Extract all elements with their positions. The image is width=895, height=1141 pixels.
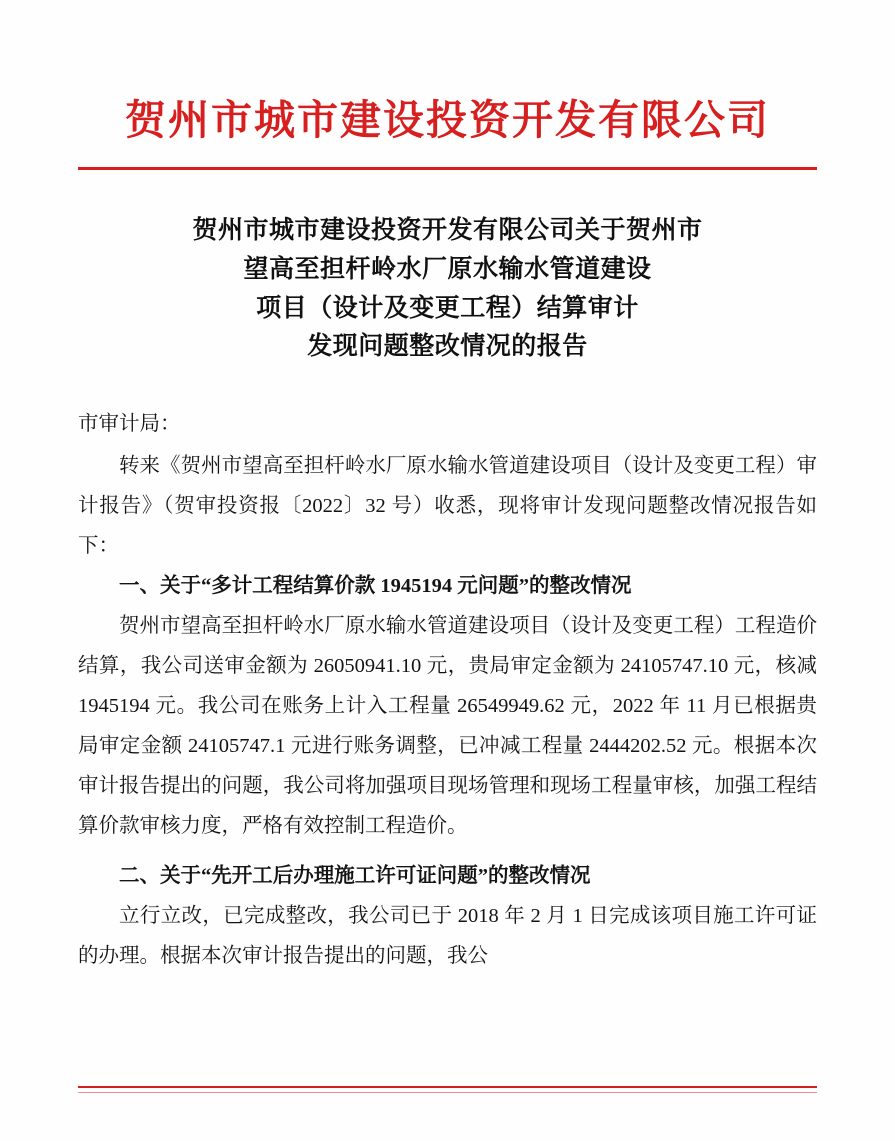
section-heading-one: 一、关于“多计工程结算价款 1945194 元问题”的整改情况 — [119, 575, 632, 598]
footer-rule-thick — [78, 1086, 817, 1088]
title-line-4: 发现问题整改情况的报告 — [307, 333, 588, 361]
title-line-3: 项目（设计及变更工程）结算审计 — [256, 294, 639, 322]
company-name: 贺州市城市建设投资开发有限公司 — [125, 97, 770, 143]
paragraph-section-one-body: 贺州市望高至担杆岭水厂原水输水管道建设项目（设计及变更工程）工程造价结算，我公司送审金额为 26050941.10 元，贵局审定金额为 24105747.10 元，核减 1945194 元。我公司在账务上计入工程量 26549949.62 元，2022 年 11 月已根据贵局审定金额 24105747.1 元进行账务调整，已冲减工程量 2444202.52 元。根据本次审计报告提出的问题，我公司将加强项目现场管理和现场工程量审核，加强工程结算价款审核力度，严格有效控制工程造价。 — [78, 615, 817, 837]
footer-rule-thin — [78, 1092, 817, 1093]
paragraph-intro: 转来《贺州市望高至担杆岭水厂原水输水管道建设项目（设计及变更工程）审计报告》（贺审投资报〔2022〕32 号）收悉，现将审计发现问题整改情况报告如下： — [78, 455, 817, 558]
paragraph-spacer — [78, 847, 817, 857]
paragraph-section-two-body: 立行立改，已完成整改，我公司已于 2018 年 2 月 1 日完成该项目施工许可证的办理。根据本次审计报告提出的问题，我公 — [78, 904, 817, 967]
title-line-1: 贺州市城市建设投资开发有限公司关于贺州市 — [192, 217, 703, 245]
salutation: 市审计局： — [78, 413, 181, 436]
letterhead-divider — [78, 167, 817, 170]
document-title — [78, 212, 817, 367]
footer-divider — [78, 1086, 817, 1093]
section-heading-two: 二、关于“先开工后办理施工许可证问题”的整改情况 — [119, 864, 591, 887]
letterhead — [78, 0, 817, 170]
title-line-2: 望高至担杆岭水厂原水输水管道建设 — [243, 255, 652, 283]
document-body — [78, 405, 817, 977]
